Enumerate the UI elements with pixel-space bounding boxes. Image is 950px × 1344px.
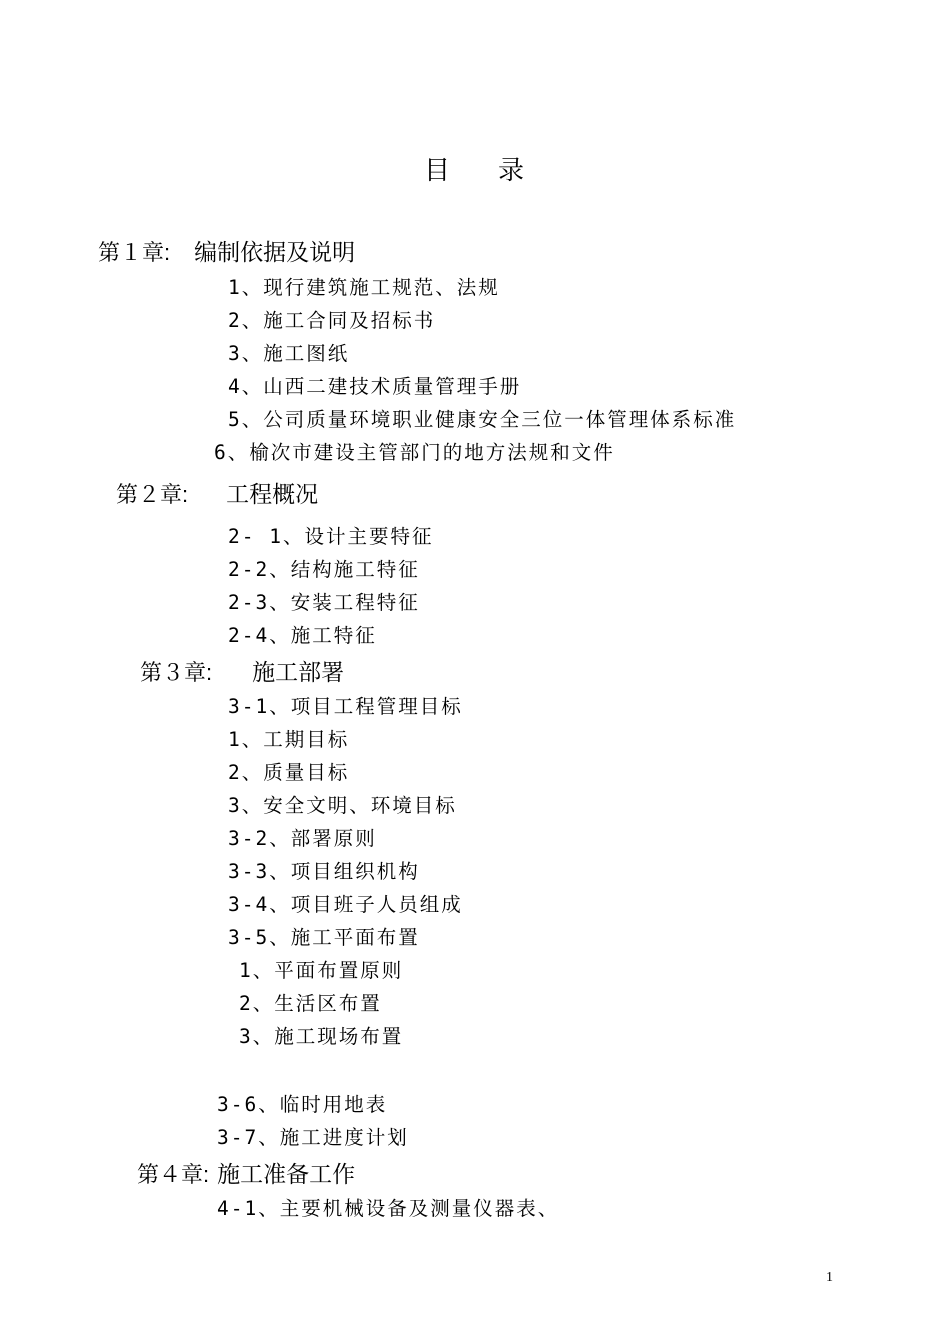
list-item: 2-2、结构施工特征 (228, 558, 420, 581)
chapter-3-heading (140, 654, 344, 687)
list-item: 3-5、施工平面布置 (228, 926, 420, 949)
chapter-title: 施工准备工作 (217, 1162, 356, 1188)
list-item: 3-6、临时用地表 (217, 1093, 388, 1116)
list-item: 1、平面布置原则 (239, 959, 404, 982)
chapter-label: 第２章: (116, 482, 189, 507)
list-item: 4-1、主要机械设备及测量仪器表、 (217, 1197, 560, 1220)
page-number: 1 (826, 1270, 833, 1285)
list-item: 3-4、项目班子人员组成 (228, 893, 463, 916)
chapter-label: 第４章: (137, 1162, 210, 1187)
chapter-2-heading (116, 476, 318, 509)
list-item: 2、施工合同及招标书 (228, 309, 436, 332)
title-char-2: 录 (498, 156, 527, 186)
chapter-title: 编制依据及说明 (194, 240, 356, 266)
list-item: 3、施工图纸 (228, 342, 350, 365)
list-item: 2-4、施工特征 (228, 624, 377, 647)
chapter-label: 第３章: (140, 660, 213, 685)
list-item: 2- 1、设计主要特征 (228, 525, 434, 548)
list-item: 3-1、项目工程管理目标 (228, 695, 463, 718)
list-item: 1、工期目标 (228, 728, 350, 751)
chapter-4-heading (137, 1156, 355, 1189)
list-item: 6、榆次市建设主管部门的地方法规和文件 (214, 441, 615, 464)
list-item: 5、公司质量环境职业健康安全三位一体管理体系标准 (228, 408, 737, 431)
list-item: 3-2、部署原则 (228, 827, 377, 850)
list-item: 2、生活区布置 (239, 992, 382, 1015)
list-item: 2、质量目标 (228, 761, 350, 784)
chapter-1-heading (98, 234, 355, 267)
chapter-title: 工程概况 (226, 482, 319, 508)
list-item: 3-7、施工进度计划 (217, 1126, 409, 1149)
list-item: 4、山西二建技术质量管理手册 (228, 375, 522, 398)
list-item: 3-3、项目组织机构 (228, 860, 420, 883)
list-item: 3、施工现场布置 (239, 1025, 404, 1048)
chapter-title: 施工部署 (252, 660, 345, 686)
page-title (0, 150, 950, 187)
list-item: 2-3、安装工程特征 (228, 591, 420, 614)
list-item: 1、现行建筑施工规范、法规 (228, 276, 500, 299)
list-item: 3、安全文明、环境目标 (228, 794, 457, 817)
title-char-1: 目 (423, 156, 452, 186)
chapter-label: 第１章: (98, 240, 171, 265)
